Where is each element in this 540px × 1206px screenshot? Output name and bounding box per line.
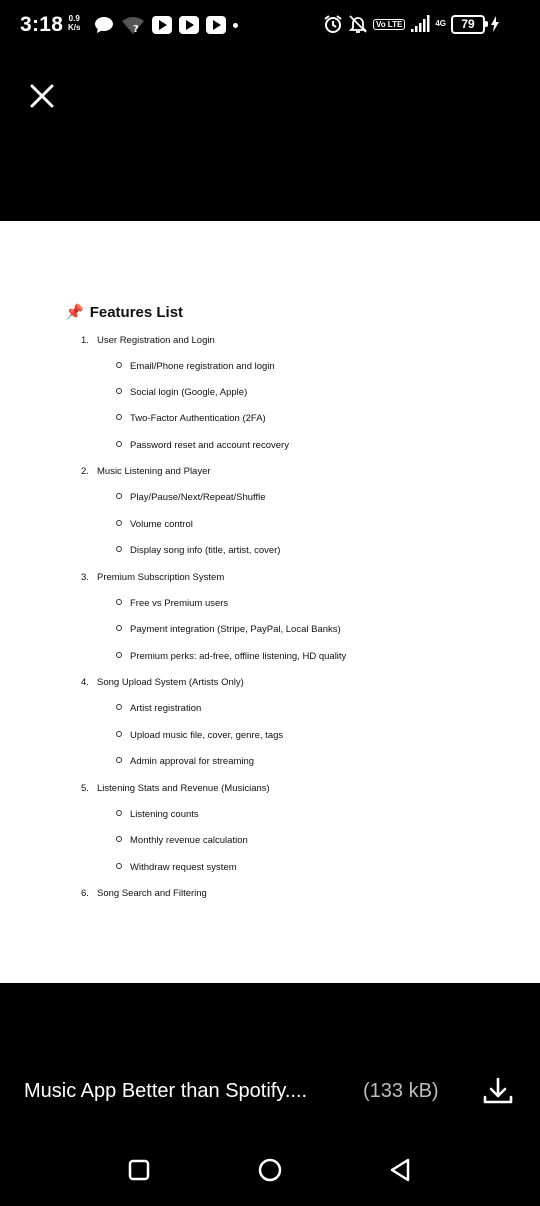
more-notifications-icon — [233, 23, 238, 28]
back-icon — [392, 1160, 408, 1180]
list-item — [81, 783, 270, 794]
list-number: 2. — [81, 466, 89, 477]
pushpin-icon: 📌 — [65, 304, 84, 321]
list-item-label: Song Search and Filtering — [97, 888, 207, 899]
chat-bubble-icon — [94, 16, 114, 34]
bullet-icon — [116, 652, 122, 658]
recents-icon — [130, 1161, 148, 1179]
sub-list-item-label: Display song info (title, artist, cover) — [130, 545, 281, 556]
bullet-icon — [116, 493, 122, 499]
bullet-icon — [116, 599, 122, 605]
close-button[interactable] — [26, 80, 58, 112]
home-icon — [260, 1160, 280, 1180]
bullet-icon — [116, 704, 122, 710]
sub-list-item — [116, 835, 248, 846]
sub-list-item — [116, 519, 193, 530]
sub-list-item-label: Password reset and account recovery — [130, 440, 289, 451]
notifications-off-icon — [348, 14, 368, 34]
list-item-label: Listening Stats and Revenue (Musicians) — [97, 783, 270, 794]
file-name: Music App Better than Spotify.... — [24, 1080, 308, 1102]
sub-list-item — [116, 361, 275, 372]
bullet-icon — [116, 362, 122, 368]
alarm-icon — [323, 14, 343, 34]
list-number: 1. — [81, 335, 89, 346]
document-title — [65, 303, 183, 321]
sub-list-item-label: Admin approval for streaming — [130, 756, 255, 767]
network-speed — [68, 14, 80, 32]
bullet-icon — [116, 388, 122, 394]
list-item — [81, 888, 207, 899]
sub-list-item-label: Social login (Google, Apple) — [130, 387, 248, 398]
list-number: 4. — [81, 677, 89, 688]
sub-list-item — [116, 492, 266, 503]
sub-list-item-label: Email/Phone registration and login — [130, 361, 275, 372]
sub-list-item-label: Listening counts — [130, 809, 199, 820]
list-item — [81, 335, 215, 346]
status-bar — [0, 0, 540, 56]
file-size: (133 kB) — [363, 1080, 439, 1102]
list-number: 3. — [81, 572, 89, 583]
bullet-icon — [116, 863, 122, 869]
list-item-label: Premium Subscription System — [97, 572, 225, 583]
youtube-icon — [152, 16, 172, 34]
list-number: 5. — [81, 783, 89, 794]
bullet-icon — [116, 520, 122, 526]
sub-list-item-label: Premium perks: ad-free, offline listening, HD quality — [130, 651, 347, 662]
list-item — [81, 466, 211, 477]
sub-list-item — [116, 809, 199, 820]
file-info-bar — [0, 1068, 540, 1118]
sub-list-item-label: Play/Pause/Next/Repeat/Shuffle — [130, 492, 266, 503]
bullet-icon — [116, 441, 122, 447]
sub-list-item-label: Upload music file, cover, genre, tags — [130, 730, 284, 741]
sub-list-item-label: Monthly revenue calculation — [130, 835, 248, 846]
sub-list-item — [116, 440, 289, 451]
download-icon — [485, 1079, 511, 1102]
youtube-icon — [179, 16, 199, 34]
list-item — [81, 572, 224, 583]
list-number: 6. — [81, 888, 89, 899]
charging-icon — [490, 16, 500, 32]
network-speed-value: 0.9 — [68, 14, 80, 23]
list-item-label: Music Listening and Player — [97, 466, 211, 477]
svg-text:?: ? — [133, 24, 139, 35]
bullet-icon — [116, 731, 122, 737]
sub-list-item — [116, 624, 341, 635]
sub-list-item-label: Withdraw request system — [130, 862, 237, 873]
notification-icons — [94, 15, 238, 35]
bullet-icon — [116, 414, 122, 420]
sub-list-item — [116, 703, 201, 714]
document-title-text: Features List — [89, 303, 184, 321]
home-button[interactable] — [256, 1156, 284, 1184]
sub-list-item — [116, 651, 346, 662]
sub-list-item — [116, 545, 280, 556]
list-item — [81, 677, 244, 688]
back-button[interactable] — [386, 1156, 414, 1184]
document-preview[interactable] — [0, 221, 540, 983]
wifi-question-icon — [121, 15, 145, 35]
download-button[interactable] — [482, 1076, 514, 1108]
signal-strength-icon — [410, 15, 430, 33]
sub-list-item-label: Free vs Premium users — [130, 598, 229, 609]
sub-list-item-label: Volume control — [130, 519, 193, 530]
youtube-icon — [206, 16, 226, 34]
bullet-icon — [116, 836, 122, 842]
sub-list-item — [116, 862, 237, 873]
network-type: 4G — [435, 19, 446, 28]
bullet-icon — [116, 546, 122, 552]
sub-list-item — [116, 413, 266, 424]
status-time: 3:18 — [20, 13, 64, 36]
close-icon — [32, 86, 52, 106]
bullet-icon — [116, 757, 122, 763]
sub-list-item-label: Artist registration — [130, 703, 202, 714]
sub-list-item — [116, 756, 254, 767]
sub-list-item-label: Payment integration (Stripe, PayPal, Local Banks) — [130, 624, 341, 635]
battery-icon: 79 — [451, 15, 485, 34]
sub-list-item-label: Two-Factor Authentication (2FA) — [130, 413, 266, 424]
bullet-icon — [116, 810, 122, 816]
bullet-icon — [116, 625, 122, 631]
system-icons — [323, 14, 500, 34]
recents-button[interactable] — [125, 1156, 153, 1184]
sub-list-item — [116, 387, 247, 398]
sub-list-item — [116, 598, 228, 609]
list-item-label: Song Upload System (Artists Only) — [97, 677, 244, 688]
sub-list-item — [116, 730, 283, 741]
network-speed-unit: K/s — [68, 23, 81, 32]
navigation-bar — [0, 1140, 540, 1200]
list-item-label: User Registration and Login — [97, 335, 215, 346]
volte-icon: Vo LTE — [373, 19, 405, 30]
